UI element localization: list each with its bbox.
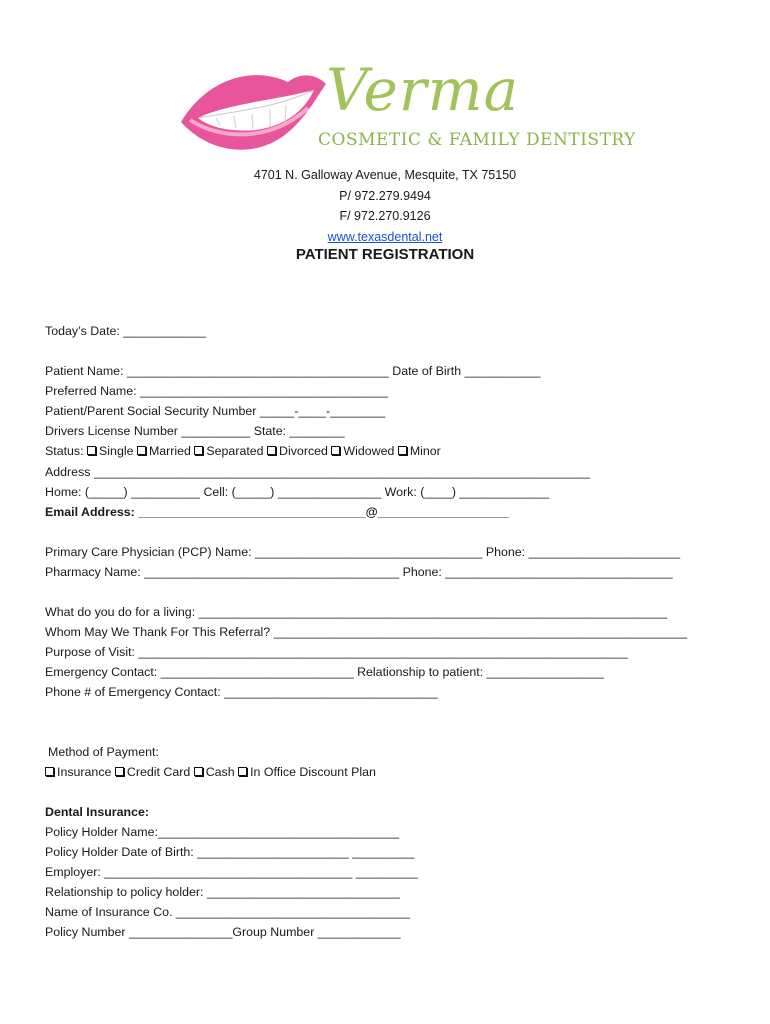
status-minor[interactable]: Minor — [398, 444, 441, 458]
practice-logo — [176, 56, 636, 160]
checkbox-icon[interactable] — [87, 446, 96, 455]
policy-number-field[interactable]: Policy Number _______________Group Number ____________ — [45, 925, 401, 939]
payment-insurance[interactable]: Insurance — [45, 765, 111, 779]
checkbox-icon[interactable] — [331, 446, 340, 455]
practice-fax: F/ 972.270.9126 — [339, 209, 431, 223]
status-married[interactable]: Married — [137, 444, 191, 458]
status-single[interactable]: Single — [87, 444, 133, 458]
drivers-license-field[interactable]: Drivers License Number __________ State: ________ — [45, 424, 345, 438]
phones-field[interactable]: Home: (_____) __________ Cell: (_____) _______________ Work: (____) _____________ — [45, 485, 550, 499]
ssn-field[interactable]: Patient/Parent Social Security Number _____-____-________ — [45, 404, 386, 418]
pcp-field[interactable]: Primary Care Physician (PCP) Name: _________________________________ Phone: ______________________ — [45, 545, 681, 559]
occupation-field[interactable]: What do you do for a living: ____________________________________________________________________ — [45, 605, 668, 619]
payment-cash[interactable]: Cash — [194, 765, 235, 779]
checkbox-icon[interactable] — [137, 446, 146, 455]
logo-brand-text: Verma — [326, 56, 520, 124]
checkbox-icon[interactable] — [115, 767, 124, 776]
emergency-contact-field[interactable]: Emergency Contact: ____________________________ Relationship to patient: _________________ — [45, 665, 604, 679]
email-field[interactable]: Email Address: _________________________________@___________________ — [45, 505, 509, 519]
employer-field[interactable]: Employer: ____________________________________ _________ — [45, 865, 418, 879]
status-label: Status: — [45, 444, 84, 458]
policy-holder-dob-field[interactable]: Policy Holder Date of Birth: ______________________ _________ — [45, 845, 415, 859]
payment-options-row — [45, 764, 376, 780]
emergency-phone-field[interactable]: Phone # of Emergency Contact: _______________________________ — [45, 685, 438, 699]
checkbox-icon[interactable] — [194, 767, 203, 776]
referral-field[interactable]: Whom May We Thank For This Referral? ____________________________________________________________ — [45, 625, 688, 639]
insurance-heading: Dental Insurance: — [45, 805, 149, 819]
checkbox-icon[interactable] — [45, 767, 54, 776]
contact-block — [0, 165, 770, 247]
relationship-field[interactable]: Relationship to policy holder: ____________________________ — [45, 885, 400, 899]
status-row — [45, 443, 441, 459]
form-title: PATIENT REGISTRATION — [295, 246, 475, 263]
website-link[interactable]: www.texasdental.net — [327, 229, 443, 244]
pharmacy-field[interactable]: Pharmacy Name: _____________________________________ Phone: _________________________________ — [45, 565, 673, 579]
status-divorced[interactable]: Divorced — [267, 444, 328, 458]
practice-phone: P/ 972.279.9494 — [339, 188, 431, 203]
purpose-field[interactable]: Purpose of Visit: _______________________________________________________________________ — [45, 645, 628, 659]
checkbox-icon[interactable] — [238, 767, 247, 776]
status-separated[interactable]: Separated — [194, 444, 263, 458]
preferred-name-field[interactable]: Preferred Name: ____________________________________ — [45, 384, 389, 398]
status-widowed[interactable]: Widowed — [331, 444, 394, 458]
payment-label: Method of Payment: — [48, 745, 159, 759]
todays-date-field[interactable]: Today’s Date: ____________ — [45, 324, 206, 338]
payment-discount-plan[interactable]: In Office Discount Plan — [238, 765, 376, 779]
insurance-company-field[interactable]: Name of Insurance Co. __________________________________ — [45, 905, 411, 919]
lips-logo-icon — [176, 60, 336, 160]
patient-name-field[interactable]: Patient Name: ______________________________________ Date of Birth ___________ — [45, 364, 541, 378]
checkbox-icon[interactable] — [267, 446, 276, 455]
logo-subtitle: COSMETIC & FAMILY DENTISTRY — [318, 130, 636, 150]
practice-address: 4701 N. Galloway Avenue, Mesquite, TX 75150 — [253, 168, 517, 182]
address-field[interactable]: Address ________________________________________________________________________ — [45, 465, 591, 479]
checkbox-icon[interactable] — [398, 446, 407, 455]
payment-credit-card[interactable]: Credit Card — [115, 765, 190, 779]
policy-holder-name-field[interactable]: Policy Holder Name:___________________________________ — [45, 825, 400, 839]
checkbox-icon[interactable] — [194, 446, 203, 455]
